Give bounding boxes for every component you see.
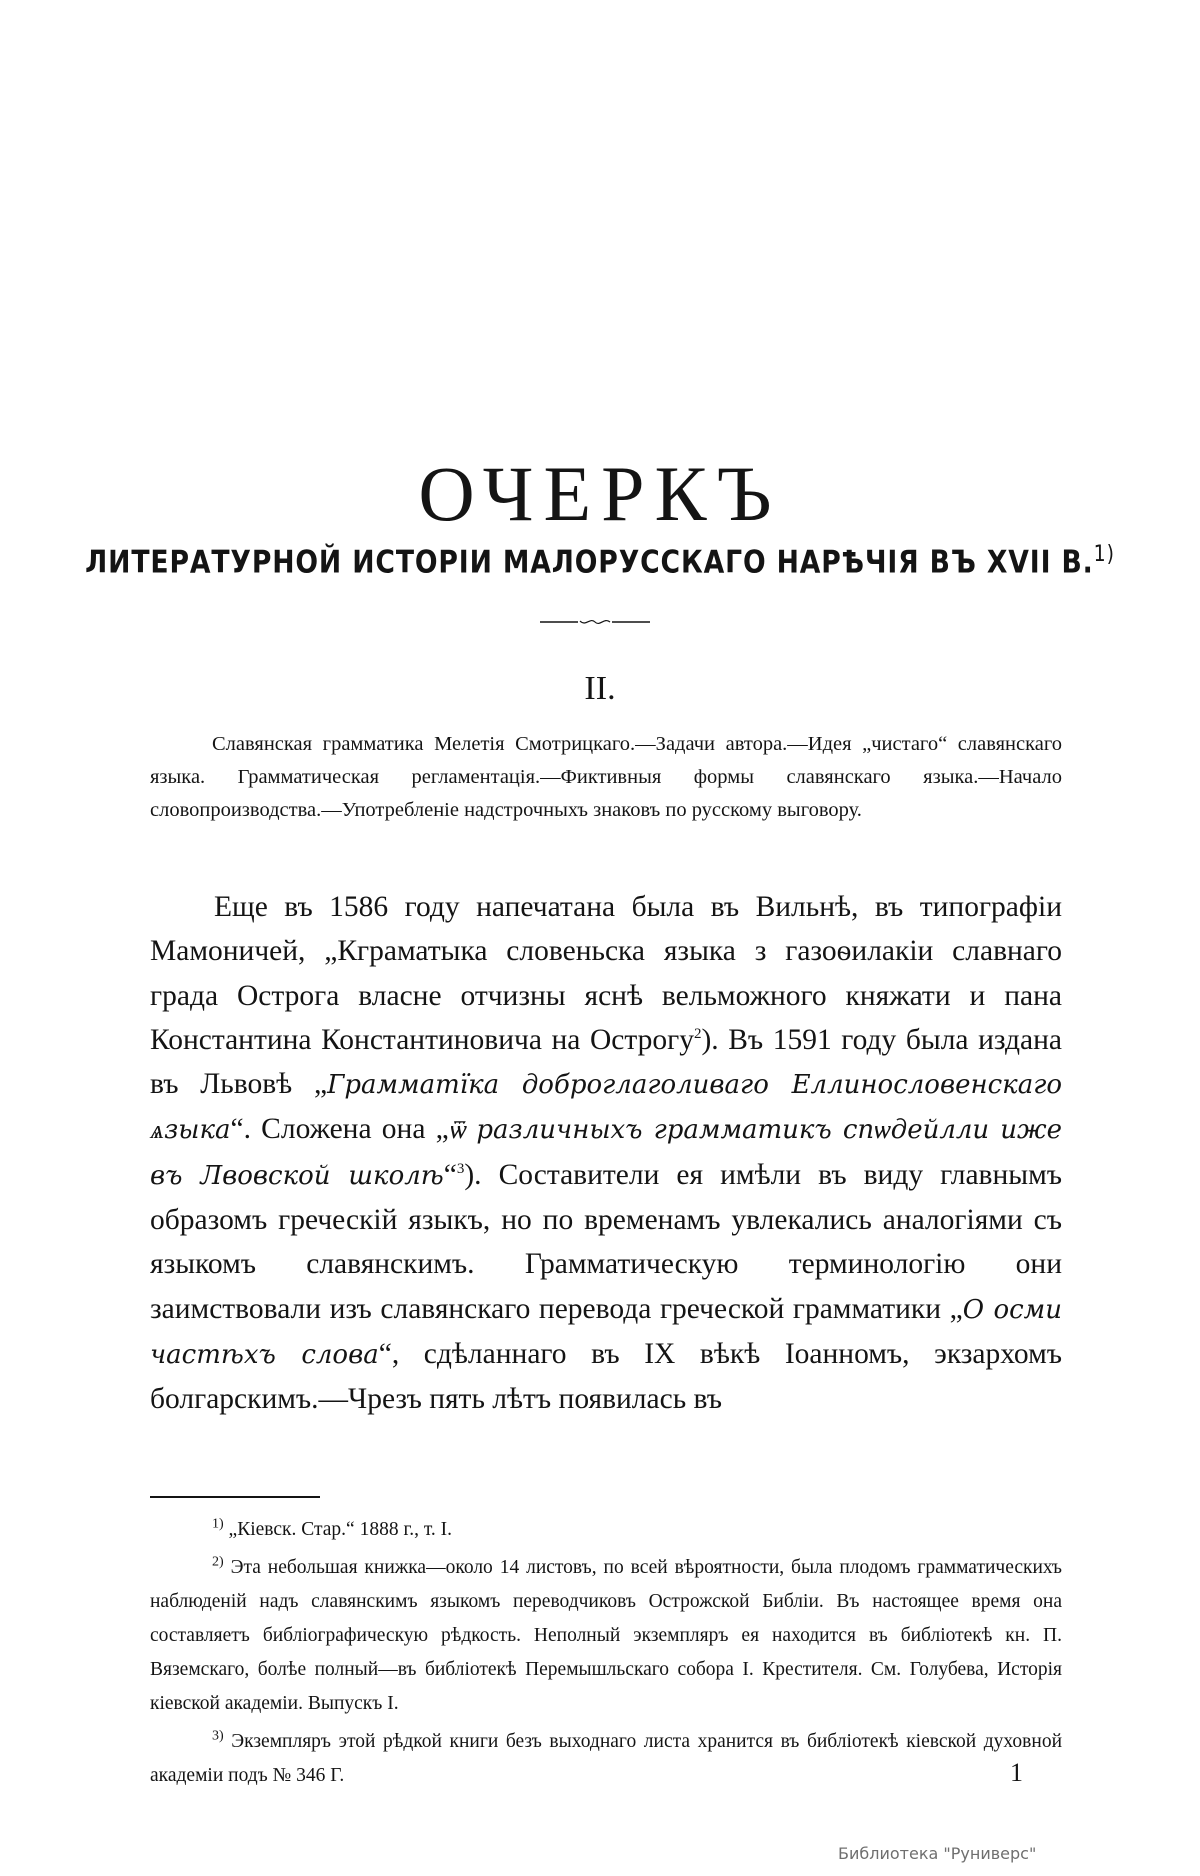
church-slavonic-quote: ѿ различныхъ грамматикъ спѡдейлли иже въ Лвовской школѣ bbox=[150, 1115, 1062, 1191]
section-number: II. bbox=[584, 670, 616, 707]
library-watermark: Библиотека "Руниверс" bbox=[838, 1844, 1037, 1863]
footnote-separator bbox=[150, 1496, 320, 1498]
subtitle-footnote-mark: 1) bbox=[1093, 542, 1115, 567]
subtitle bbox=[84, 542, 1116, 582]
title-ornament-divider bbox=[540, 615, 650, 629]
church-slavonic-title-2: О осми частѣхъ слова bbox=[150, 1294, 1062, 1370]
footnote-mark: 2) bbox=[212, 1554, 224, 1570]
body-text-3: “. Сложена она „ bbox=[230, 1113, 449, 1146]
footnote-text: „Кіевск. Стар.“ 1888 г., т. I. bbox=[228, 1519, 453, 1540]
body-text-6: “, сдѣланнаго въ IX вѣкѣ Іоанномъ, экзархомъ болгарскимъ.—Чрезъ пять лѣтъ появилась въ bbox=[150, 1337, 1063, 1416]
footnotes bbox=[150, 1513, 1062, 1797]
page-number: 1 bbox=[1010, 1758, 1023, 1787]
footnote-3 bbox=[150, 1725, 1062, 1793]
footnote-1 bbox=[150, 1513, 1062, 1547]
footnote-2 bbox=[150, 1551, 1062, 1721]
body-text-2: ). Въ 1591 году была издана въ Львовѣ „ bbox=[150, 1023, 1062, 1101]
footnote-mark: 3) bbox=[212, 1728, 224, 1744]
body-text-4: “ bbox=[443, 1158, 457, 1191]
chapter-summary: Славянская грамматика Мелетія Смотрицкаго.—Задачи автора.—Идея „чистаго“ славянскаго языка. Грамматическая регламентація.—Фиктивныя формы славянскаго языка.—Начало словопроизводства.—Употребленіе надстрочныхъ знаковъ по русскому выговору. bbox=[150, 733, 1062, 821]
main-paragraph bbox=[150, 885, 1062, 1422]
subtitle-text: ЛИТЕРАТУРНОЙ ИСТОРІИ МАЛОРУССКАГО НАРѢЧІЯ ВЪ XVII В. bbox=[85, 544, 1094, 581]
footnote-text: Эта небольшая книжка—около 14 листовъ, по всей вѣроятности, была плодомъ грамматическихъ наблюденій надъ славянскимъ языкомъ переводчиковъ Острожской Библіи. Въ настоящее время она составляетъ библіографическую рѣдкость. Неполный экземпляръ ея находится въ библіотекѣ кн. П. Вяземскаго, болѣе полный—въ библіотекѣ Перемышльскаго собора І. Крестителя. См. Голубева, Исторія кіевской академіи. Выпускъ I. bbox=[150, 1557, 1062, 1714]
footnote-mark: 1) bbox=[212, 1516, 224, 1532]
main-title: ОЧЕРКЪ bbox=[418, 450, 782, 537]
church-slavonic-title-1: Грамматїка доброглаголиваго Еллинословенскаго ѧзыка bbox=[150, 1070, 1062, 1146]
body-text-5: ). Составители ея имѣли въ виду главнымъ образомъ греческій языкъ, но по временамъ увлекались аналогіями съ языкомъ славянскимъ. Грамматическую терминологію они заимствовали изъ славянскаго перевода греческой грамматики „ bbox=[150, 1158, 1063, 1325]
footnote-text: Экземпляръ этой рѣдкой книги безъ выходнаго листа хранится въ библіотекѣ кіевской духовной академіи подъ № 346 Г. bbox=[150, 1731, 1062, 1786]
footnote-ref-3: 3 bbox=[456, 1160, 465, 1177]
body-text-1: Еще въ 1586 году напечатана была въ Вильнѣ, въ типографіи Мамоничей, „Кграматыка словеньска языка з газоѳилакіи славнаго града Острога власне отчизны яснѣ вельможного княжати и пана Константина Константиновича на Острогу bbox=[150, 891, 1062, 1056]
footnote-ref-2: 2 bbox=[693, 1026, 702, 1043]
